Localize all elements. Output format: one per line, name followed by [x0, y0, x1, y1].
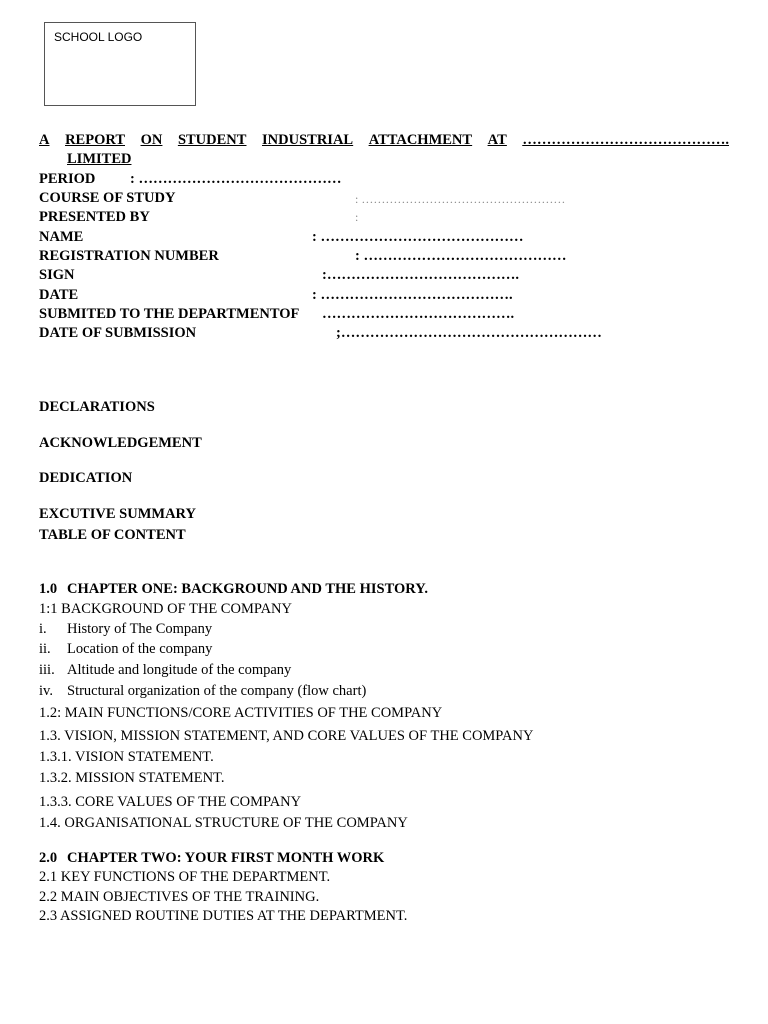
course-label: COURSE OF STUDY	[39, 190, 176, 206]
sign-label: SIGN	[39, 267, 75, 283]
section-1-3-3: 1.3.3. CORE VALUES OF THE COMPANY	[39, 794, 302, 810]
submission-date-label: DATE OF SUBMISSION	[39, 325, 197, 341]
list-item: Structural organization of the company (flow chart)	[67, 683, 367, 699]
section-1-2: 1.2: MAIN FUNCTIONS/CORE ACTIVITIES OF THE COMPANY	[39, 705, 443, 721]
list-item: Location of the company	[67, 641, 213, 657]
report-title-line2: LIMITED	[67, 151, 132, 167]
presented-by-label: PRESENTED BY	[39, 209, 150, 225]
section-1-3: 1.3. VISION, MISSION STATEMENT, AND CORE VALUES OF THE COMPANY	[39, 728, 534, 744]
title-word: ATTACHMENT	[368, 132, 473, 148]
table-of-content-heading: TABLE OF CONTENT	[39, 527, 186, 543]
school-logo-box	[44, 22, 196, 106]
name-value: : ……………………………………	[312, 229, 524, 245]
submitted-value: ………………………………….	[322, 306, 515, 322]
list-item: Altitude and longitude of the company	[67, 662, 292, 678]
title-word: A	[39, 132, 50, 148]
period-label: PERIOD	[39, 171, 96, 187]
section-1-3-2: 1.3.2. MISSION STATEMENT.	[39, 770, 225, 786]
dedication-heading: DEDICATION	[39, 470, 133, 486]
chapter-two-heading: CHAPTER TWO: YOUR FIRST MONTH WORK	[67, 850, 385, 866]
title-word: REPORT	[65, 132, 125, 148]
list-item-number: i.	[39, 621, 47, 637]
title-word: …………………………………….	[522, 132, 729, 148]
date-label: DATE	[39, 287, 79, 303]
section-1-1: 1:1 BACKGROUND OF THE COMPANY	[39, 601, 292, 617]
chapter-one-heading: CHAPTER ONE: BACKGROUND AND THE HISTORY.	[67, 581, 428, 597]
period-value: : ……………………………………	[130, 171, 342, 187]
section-2-1: 2.1 KEY FUNCTIONS OF THE DEPARTMENT.	[39, 869, 331, 885]
title-word: STUDENT	[177, 132, 247, 148]
chapter-one-number: 1.0	[39, 581, 58, 597]
report-title	[39, 133, 729, 148]
list-item-number: iii.	[39, 662, 55, 678]
school-logo-label: SCHOOL LOGO	[54, 30, 143, 44]
registration-value: : ……………………………………	[355, 248, 567, 264]
registration-label: REGISTRATION NUMBER	[39, 248, 219, 264]
submission-date-value: ;………………………………………………	[336, 325, 602, 341]
executive-summary-heading: EXCUTIVE SUMMARY	[39, 506, 196, 522]
name-label: NAME	[39, 229, 84, 245]
list-item: History of The Company	[67, 621, 213, 637]
course-value: : ……………………………………………	[355, 192, 566, 206]
title-word: AT	[487, 132, 507, 148]
list-item-number: ii.	[39, 641, 51, 657]
date-value: : ………………………………….	[312, 287, 513, 303]
section-1-4: 1.4. ORGANISATIONAL STRUCTURE OF THE COMPANY	[39, 815, 408, 831]
acknowledgement-heading: ACKNOWLEDGEMENT	[39, 435, 202, 451]
submitted-label: SUBMITED TO THE DEPARTMENTOF	[39, 306, 300, 322]
section-1-3-1: 1.3.1. VISION STATEMENT.	[39, 749, 214, 765]
declarations-heading: DECLARATIONS	[39, 399, 155, 415]
presented-by-value: :	[355, 210, 359, 224]
section-2-3: 2.3 ASSIGNED ROUTINE DUTIES AT THE DEPARTMENT.	[39, 908, 408, 924]
chapter-two-number: 2.0	[39, 850, 58, 866]
title-word: INDUSTRIAL	[262, 132, 354, 148]
section-2-2: 2.2 MAIN OBJECTIVES OF THE TRAINING.	[39, 889, 320, 905]
list-item-number: iv.	[39, 683, 53, 699]
sign-value: :………………………………….	[322, 267, 519, 283]
title-word: ON	[140, 132, 163, 148]
